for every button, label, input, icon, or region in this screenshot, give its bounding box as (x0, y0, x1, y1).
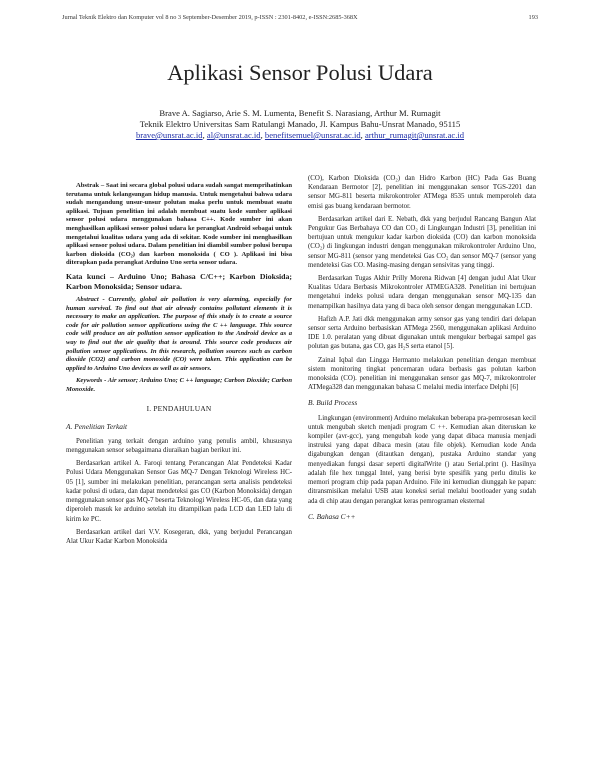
paragraph-intro: Penelitian yang terkait dengan arduino yang penulis ambil, khususnya menggunakan sensor sebagaimana diuraikan bagian berikut ini. (66, 437, 292, 455)
affiliation: Teknik Elektro Universitas Sam Ratulangi Manado, Jl. Kampus Bahu-Unsrat Manado, 95115 (139, 119, 461, 129)
paragraph-jati: Hafizh A.P. Jati dkk menggunakan army sensor gas yang tendiri dari delapan sensor serta Arduino berbasiskan ATMega 2560, menggunakan aplikasi Arduino IDE 1.0. peralatan yang dibuat digunakan untuk mengukur berbagai sampel gas polutan gas butana, gas CO, gas H₂S serta etanol [5]. (308, 315, 536, 351)
paragraph-nebath: Berdasarkan artikel dari E. Nebath, dkk yang berjudul Rancang Bangun Alat Pengukur Gas Berbahaya CO dan CO₂ di Lingkungan Industri [3], penelitian ini bertujuan untuk mengukur kadar karbon dioksida (CO) dan karbon monoksida (CO₂) di lingkungan industri dengan menggunakan mikrokontroler Arduino Uno, sensor MG-811 (sensor yang mendeteksi Gas CO₂ dan sensor MQ-7 (sensor yang mendeteksi Gas CO. Masing-masing dengan sensivitas yang tinggi. (308, 215, 536, 269)
subsection-heading-a: A. Penelitian Terkait (66, 421, 128, 431)
abstrak-id: Abstrak – Saat ini secara global polusi udara sudah sangat memprihatinkan terutama untuk kelangsungan hidup manusia. Untuk mengetahui bahwa udara sudah mengandung unsur-unsur polutan maka perlu untuk membuat suatu aplikasi. Tujuan penelitian ini adalah membuat suatu kode sumber aplikasi sensor polusi udara menggunakan bahasa C++. Kode sumber ini akan menghasilkan aplikasi sensor polusi udara ke perangkat Android sebagai untuk mengetahui kualitas udara yang ada di sekitar. Kode sumber ini menghasilkan aplikasi sensor polusi udara. Dalam penelitian ini diambil sumber polusi berupa karbon dioksida (CO₂) dan karbon monoksida ( CO ). Aplikasi ini bisa diterapkan pada perangkat Arduino Uno serta sensor udara. (66, 182, 292, 267)
keywords-en: Keywords - Air sensor; Arduino Uno; C ++ language; Carbon Dioxide; Carbon Monoxide. (66, 377, 292, 393)
author-list: Brave A. Sagiarso, Arie S. M. Lumenta, Benefit S. Narasiang, Arthur M. Rumagit (159, 108, 441, 118)
page-number: 193 (528, 14, 538, 21)
left-column (66, 182, 292, 550)
email-separator: , (260, 130, 263, 140)
email-link-brave[interactable]: brave@unsrat.ac.id (135, 130, 203, 140)
email-link-arthur[interactable]: arthur_rumagit@unsrat.ac.id (364, 130, 465, 140)
paragraph-build-process: Lingkungan (environment) Arduino melakukan beberapa pra-pemrosesan kecil untuk mengubah sketch menjadi program C ++. Kemudian akan diteruskan ke kompiler (avr-gcc), yang mengubah kode yang dapat dibaca manusia menjadi instruksi yang dapat dibaca mesin (atau file objek). Kemudian kode Anda digabungkan dengan (ditautkan dengan), pustaka Arduino standar yang menyediakan fungsi dasar seperti digitalWrite () atau Serial.print (). Hasilnya adalah file hex tunggal Intel, yang berisi byte spesifik yang perlu ditulis ke memori program chip pada papan Arduino. File ini kemudian diunggah ke papan: ditransmisikan melalui USB atau koneksi serial melalui bootloader yang sudah ada di chip atau dengan perangkat keras pemrograman eksternal (308, 414, 536, 505)
section-heading-pendahuluan: I. PENDAHULUAN (146, 404, 212, 414)
kata-kunci: Kata kunci – Arduino Uno; Bahasa C/C++; Karbon Dioksida; Karbon Monoksida; Sensor udara. (66, 271, 292, 291)
abstract-en: Abstract - Currently, global air pollution is very alarming, especially for human survival. To find out that air already contains pollutant elements it is necessary to make an application. The purpose of this study is to create a source code for air pollution sensor applications using the C ++ language. This source code will produce an air pollution sensor application to the Android device as a way to find out the air quality that is around. This source code produces air pollution sensor applications. In this research, pollution sources such as carbon dioxide (CO2) and carbon monoxide (CO) were taken. This application can be applied to Arduino Uno devices as well as air sensors. (66, 295, 292, 372)
email-link-al[interactable]: al@unsrat.ac.id (206, 130, 261, 140)
journal-info: Jurnal Teknik Elektro dan Komputer vol 8 no 3 September-Desember 2019, p-ISSN : 2301-8402, e-ISSN:2685-368X (62, 14, 358, 21)
paragraph-ridwan: Berdasarkan Tugas Akhir Prilly Morena Ridwan [4] dengan judul Alat Ukur Kualitas Udara Berbasis Mikrokontroler ATMEGA328. Penelitian ini bertujuan mengetahui indeks polusi udara dengan menggunakan sensor MQ-135 dan menampilkan hasilnya data yang di baca oleh sensor dengan menggunakan LCD. (308, 275, 536, 310)
right-column (308, 174, 536, 527)
paragraph-kosegeran: Berdasarkan artikel dari V.V. Kosegeran, dkk, yang berjudul Perancangan Alat Ukur Kadar Karbon Monoksida (66, 528, 292, 545)
email-separator: , (202, 130, 205, 140)
paper-title: Aplikasi Sensor Polusi Udara (167, 60, 433, 85)
subsection-heading-b: B. Build Process (308, 398, 358, 408)
paragraph-faroqi: Berdasarkan artikel A. Faroqi tentang Perancangan Alat Pendeteksi Kadar Polusi Udara Menggunakan Sensor Gas MQ-7 Dengan Teknologi Wireless HC-05 [1], sumber ini melakukan penelitian, perancangan serta analisis pendeteksi kadar polusi di udara, dan dapat mendeteksi gas CO (Karbon Monoksida) dengan menggunakan sensor gas MQ-7 beserta Teknologi Wireless HC-05, dan data yang diperoleh masuk ke arduino setelah itu ditampilkan pada LCD dan LED lalu di kirim ke PC. (66, 460, 292, 523)
email-link-benefit[interactable]: benefitsemuel@unsrat.ac.id (264, 130, 361, 140)
running-header (62, 14, 538, 21)
email-separator: , (360, 130, 363, 140)
paragraph-continued: (CO), Karbon Dioksida (CO₂) dan Hidro Karbon (HC) Pada Gas Buang Kendaraan Bermotor [2], penelitian ini menggunakan sensor TGS-2201 dan sensor MG-811 beserta mikrokontroler ATMega 8535 untuk memperoleh data emisi gas buang kendaraan bermotor. (308, 175, 536, 210)
subsection-heading-c: C. Bahasa C++ (308, 511, 356, 521)
email-list (0, 130, 600, 141)
paragraph-iqbal: Zainal Iqbal dan Lingga Hermanto melakukan penelitian dengan membuat sistem monitoring tingkat pencemaran udara berbasis gas polutan karbon monoksida (CO). penelitian ini menggunakan sensor gas MQ-7, mikrokontroler ATMega328 dan menggunakan bahasa C melalui media interface Delphi [6] (308, 356, 536, 392)
